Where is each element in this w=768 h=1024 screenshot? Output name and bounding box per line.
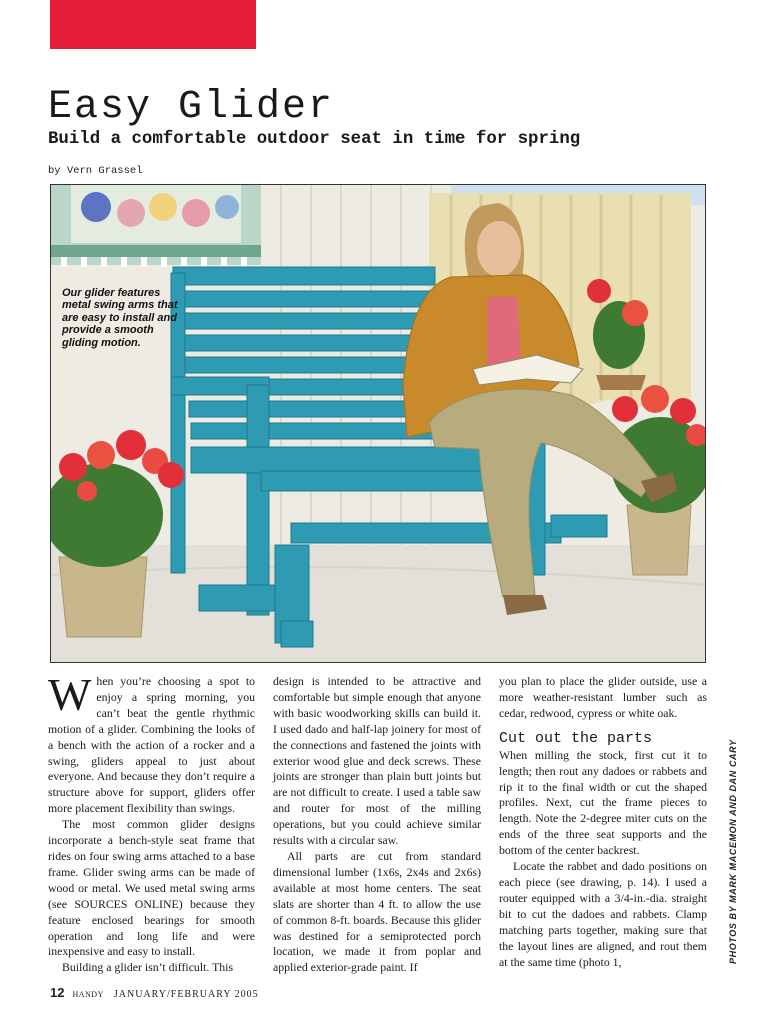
paragraph: hen you’re choosing a spot to enjoy a spring morning, you can’t beat the gentle rhythmic motion of a glider. Combining the looks of a bench with the action of a rocker and a swing, gliders appeal to just about everyone. And because they don’t require a structure above for support, gliders offer more placement flexibility than swings. bbox=[48, 674, 255, 816]
drop-cap: W bbox=[48, 669, 92, 720]
glider-scene-illustration bbox=[51, 185, 706, 663]
page-footer bbox=[50, 984, 259, 1002]
issue-date: JANUARY/FEBRUARY 2005 bbox=[113, 989, 259, 1000]
paragraph: you plan to place the glider outside, use a more weather-resistant lumber such as cedar, redwood, cypress or white oak. bbox=[499, 674, 707, 720]
photo-credit: PHOTOS BY MARK MACEMON AND DAN CARY bbox=[728, 739, 738, 964]
glider-photo bbox=[50, 184, 706, 663]
section-heading: Cut out the parts bbox=[499, 729, 653, 747]
paragraph: The most common glider designs incorporate a bench-style seat frame that rides on four swing arms attached to a base frame. Glider swing arms can be made of wood or metal. We used metal swing arms (see SOURCES ONLINE) because they feature enclosed bearings for smooth operation and long life and were inexpensive and easy to install. bbox=[48, 817, 255, 959]
article-column-2 bbox=[273, 674, 481, 976]
quilt-decoration bbox=[51, 185, 261, 267]
article-subtitle: Build a comfortable outdoor seat in time for spring bbox=[48, 130, 581, 149]
paragraph: Locate the rabbet and dado positions on each piece (see drawing, p. 14). I used a router equipped with a 3/4-in.-dia. straight bit to cut the dadoes and rabbets. Clamp matching parts together, making sure that the layout lines are aligned, and rout them at the same time (photo 1, bbox=[499, 859, 707, 969]
photo-caption: Our glider features metal swing arms that are easy to install and provide a smooth gliding motion. bbox=[62, 287, 178, 349]
red-accent-bar bbox=[50, 0, 256, 49]
article-column-1 bbox=[48, 669, 255, 976]
magazine-name: HANDY bbox=[72, 990, 104, 999]
paragraph: When milling the stock, first cut it to length; then rout any dadoes or rabbets and rip it to the final width or cut the shaped profiles. Next, cut the frame pieces to length. Note the 2-degree miter cuts on the ends of the three seat supports and the bottom of the center backrest. bbox=[499, 747, 707, 858]
paragraph: All parts are cut from standard dimensional lumber (1x6s, 2x4s and 2x6s) available at most home centers. The seat slats are shorter than 4 ft. to allow the use of common 8-ft. boards. Because this glider was destined for a semiprotected porch location, we made it from poplar and applied exterior-grade paint. If bbox=[273, 848, 481, 975]
article-column-3 bbox=[499, 674, 707, 970]
byline: by Vern Grassel bbox=[48, 165, 143, 177]
paragraph: Building a glider isn’t difficult. This bbox=[62, 960, 234, 975]
paragraph: design is intended to be attractive and comfortable but simple enough that anyone with basic woodworking skills can build it. I used dado and half-lap joinery for most of the connections and fastened the joints with exterior wood glue and deck screws. These joints are stronger than plain butt joints but are not difficult to create. I used a table saw and router for most of the milling operations, but you could achieve similar results with a circular saw. bbox=[273, 674, 481, 848]
page-number: 12 bbox=[50, 985, 65, 1000]
article-title: Easy Glider bbox=[48, 85, 335, 130]
